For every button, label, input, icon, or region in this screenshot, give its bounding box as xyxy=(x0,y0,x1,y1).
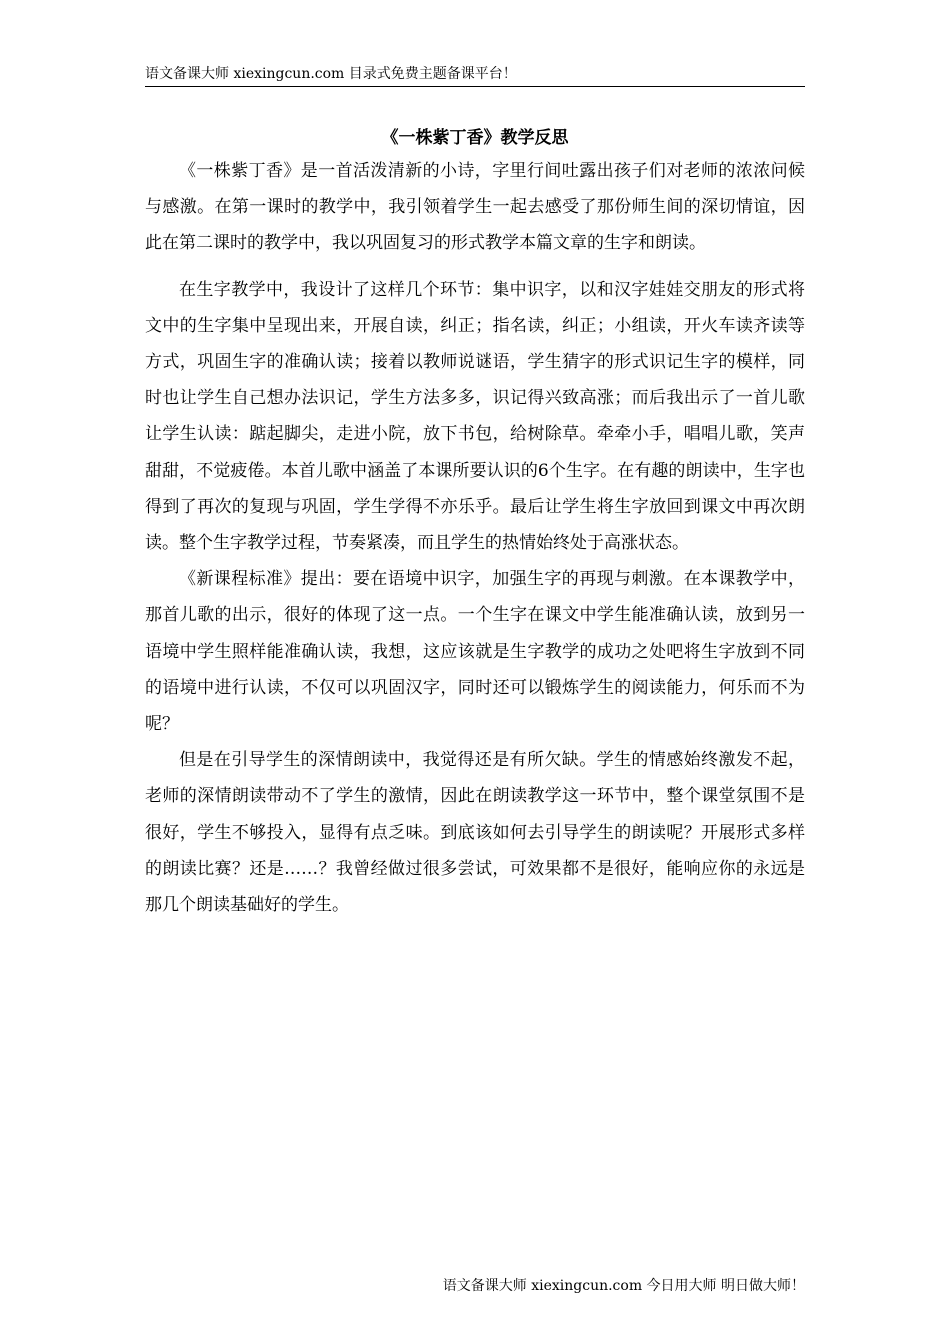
paragraph-character-teaching: 在生字教学中，我设计了这样几个环节：集中识字，以和汉字娃娃交朋友的形式将文中的生字集中呈现出来，开展自读，纠正；指名读，纠正；小组读，开火车读齐读等方式，巩固生字的准确认读；接着以教师说谜语，学生猜字的形式识记生字的模样，同时也让学生自己想办法识记，学生方法多多，识记得兴致高涨；而后我出示了一首儿歌让学生认读：踮起脚尖，走进小院，放下书包，给树除草。牵牵小手，唱唱儿歌，笑声甜甜，不觉疲倦。本首儿歌中涵盖了本课所要认识的6个生字。在有趣的朗读中，生字也得到了再次的复现与巩固，学生学得不亦乐乎。最后让学生将生字放回到课文中再次朗读。整个生字教学过程，节奏紧凑，而且学生的热情始终处于高涨状态。 xyxy=(145,279,805,554)
page-header: 语文备课大师 xiexingcun.com 目录式免费主题备课平台！ xyxy=(145,63,805,87)
document-title: 《一株紫丁香》教学反思 xyxy=(381,128,569,148)
paragraph-curriculum-standard: 《新课程标准》提出：要在语境中识字，加强生字的再现与刺激。在本课教学中，那首儿歌的出示，很好的体现了这一点。一个生字在课文中学生能准确认读，放到另一语境中学生照样能准确认读，我想，这应该就是生字教学的成功之处吧将生字放到不同的语境中进行认读，不仅可以巩固汉字，同时还可以锻炼学生的阅读能力，何乐而不为呢？ xyxy=(145,569,805,735)
document-body xyxy=(145,153,805,923)
page-footer: 语文备课大师 xiexingcun.com 今日用大师 明日做大师！ xyxy=(442,1278,805,1294)
paragraph-intro: 《一株紫丁香》是一首活泼清新的小诗，字里行间吐露出孩子们对老师的浓浓问候与感激。在第一课时的教学中，我引领着学生一起去感受了那份师生间的深切情谊，因此在第二课时的教学中，我以巩固复习的形式教学本篇文章的生字和朗读。 xyxy=(145,161,805,254)
paragraph-reading-shortcomings: 但是在引导学生的深情朗读中，我觉得还是有所欠缺。学生的情感始终激发不起，老师的深情朗读带动不了学生的激情，因此在朗读教学这一环节中，整个课堂氛围不是很好，学生不够投入，显得有点乏味。到底该如何去引导学生的朗读呢？开展形式多样的朗读比赛？还是……？我曾经做过很多尝试，可效果都不是很好，能响应你的永远是那几个朗读基础好的学生。 xyxy=(145,750,805,916)
